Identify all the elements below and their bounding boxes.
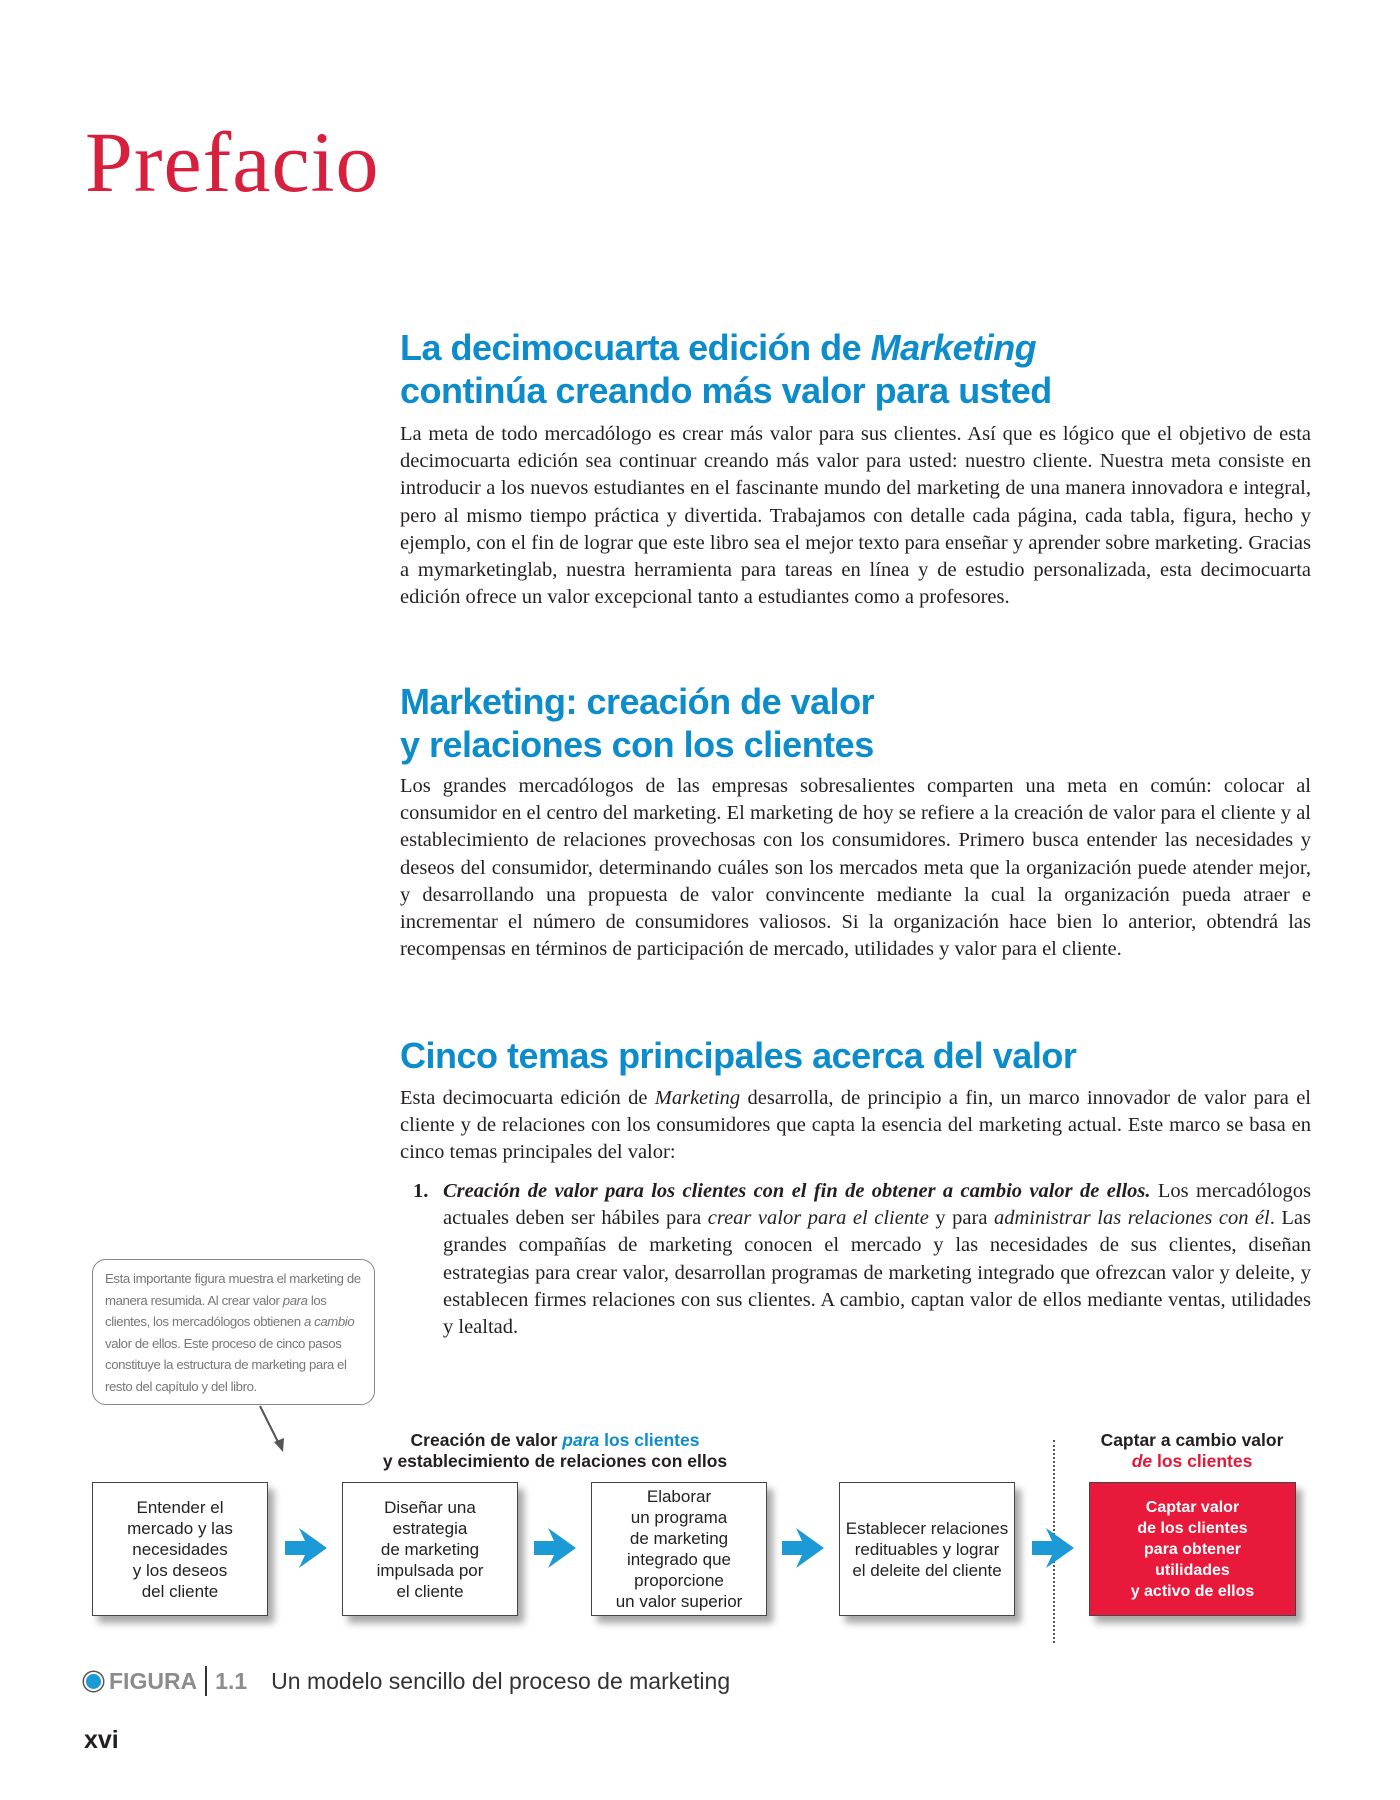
list-number: 1. xyxy=(413,1180,429,1202)
list-item-title: Creación de valor para los clientes con el fin de obtener a cambio valor de ellos. xyxy=(443,1180,1151,1202)
header-italic: de xyxy=(1131,1451,1153,1471)
bullet-circle-icon xyxy=(84,1672,103,1691)
body-italic-text: crear valor para el cliente xyxy=(707,1207,929,1230)
body-text: y para xyxy=(928,1207,994,1230)
section-heading-2 xyxy=(400,680,874,766)
page-title: Prefacio xyxy=(85,114,380,210)
page-number: xvi xyxy=(84,1726,119,1754)
caption-text: Un modelo sencillo del proceso de marketing xyxy=(271,1667,731,1694)
header-text: Creación de valor xyxy=(410,1430,563,1450)
body-text: Esta decimocuarta edición de xyxy=(400,1087,655,1109)
callout-italic: para xyxy=(282,1292,308,1308)
process-step-3: Elaborar un programa de marketing integrado que proporcione un valor superior xyxy=(591,1482,767,1616)
body-text: Los mercadólogos actuales deben ser hábiles para xyxy=(443,1180,1311,1230)
process-step-5: Captar valor de los clientes para obtener utilidades y activo de ellos xyxy=(1089,1482,1296,1616)
section-heading-1 xyxy=(400,326,1052,412)
arrow-right-icon xyxy=(283,1524,329,1572)
arrow-right-icon xyxy=(780,1524,826,1572)
callout-text: valor de ellos. Este proceso de cinco pasos constituye la estructura de marketing para el resto del capítulo y del libro. xyxy=(105,1335,347,1394)
heading-text: y relaciones con los clientes xyxy=(400,724,874,765)
arrow-right-icon xyxy=(1030,1524,1076,1572)
body-text: desarrolla, de principio a fin, un marco innovador de valor para el cliente y de relaciones con los consumidores que capta la esencia del marketing actual. Este marco se basa en cinco temas principales del valor: xyxy=(400,1087,1312,1164)
heading-italic-text: Marketing xyxy=(870,327,1037,368)
section-body-2: Los grandes mercadólogos de las empresas sobresalientes comparten una meta en común: colocar al consumidor en el centro del marketing. El marketing de hoy se refiere a la creación de valor para el cliente y al establecimiento de relaciones provechosas con los consumidores. Primero busca entender las necesidades y deseos del consumidor, determinando cuáles son los mercados meta que la organización puede atender mejor, y desarrollando una propuesta de valor convincente mediante la cual la organización pueda atraer e incrementar el número de consumidores valiosos. Si la organización hace bien lo anterior, obtendrá las recompensas en términos de participación de mercado, utilidades y valor para el cliente. xyxy=(400,775,1311,961)
header-italic: para xyxy=(562,1430,600,1450)
section-body-3 xyxy=(400,1085,1311,1167)
figure-left-header xyxy=(370,1430,740,1472)
process-step-2: Diseñar una estrategia de marketing impulsada por el cliente xyxy=(342,1482,518,1616)
callout-text: los clientes, los mercadólogos obtienen xyxy=(105,1292,327,1329)
caption-divider xyxy=(205,1666,207,1696)
caption-label: FIGURA xyxy=(109,1667,198,1694)
list-item xyxy=(413,1178,1311,1341)
section-heading-3: Cinco temas principales acerca del valor xyxy=(400,1035,1077,1076)
margin-callout xyxy=(92,1259,375,1405)
body-text: . Las grandes compañías de marketing conocen el mercado y las necesidades de sus clientes, diseñan estrategias para crear valor, desarrollan programas de marketing integrado que ofrezcan valor y deleite, y establecen firmes relaciones con sus clientes. A cambio, captan valor de ellos mediante ventas, utilidades y lealtad. xyxy=(443,1207,1311,1339)
callout-text: Esta importante figura muestra el marketing de manera resumida. Al crear valor xyxy=(105,1271,361,1308)
heading-text: Marketing: creación de valor xyxy=(400,681,875,722)
figure-caption xyxy=(84,1666,730,1696)
heading-text: continúa creando más valor para usted xyxy=(400,370,1052,411)
body-italic-text: Marketing xyxy=(654,1087,741,1109)
header-red: los clientes xyxy=(1152,1451,1253,1471)
process-step-1: Entender el mercado y las necesidades y los deseos del cliente xyxy=(92,1482,268,1616)
figure-right-header xyxy=(1062,1430,1322,1472)
callout-italic: a cambio xyxy=(303,1314,355,1329)
header-text: y establecimiento de relaciones con ellos xyxy=(382,1451,728,1471)
process-step-4: Establecer relaciones redituables y lograr el deleite del cliente xyxy=(839,1482,1015,1616)
heading-text: La decimocuarta edición de xyxy=(400,327,871,368)
caption-number: 1.1 xyxy=(215,1667,248,1694)
arrow-right-icon xyxy=(532,1524,578,1572)
header-text: Captar a cambio valor xyxy=(1100,1430,1284,1450)
header-blue: los clientes xyxy=(599,1430,700,1450)
list-text xyxy=(443,1178,1311,1341)
callout-pointer-arrow-icon xyxy=(250,1400,300,1460)
body-italic-text: administrar las relaciones con él xyxy=(993,1207,1270,1230)
section-body-1: La meta de todo mercadólogo es crear más valor para sus clientes. Así que es lógico que el objetivo de esta decimocuarta edición sea continuar creando más valor para usted: nuestro cliente. Nuestra meta consiste en introducir a los nuevos estudiantes en el fascinante mundo del marketing de una manera innovadora e integral, pero al mismo tiempo práctica y divertida. Trabajamos con detalle cada página, cada tabla, figura, hecho y ejemplo, con el fin de lograr que este libro sea el mejor texto para enseñar y aprender sobre marketing. Gracias a mymarketinglab, nuestra herramienta para tareas en línea y de estudio personalizada, esta decimocuarta edición ofrece un valor excepcional tanto a estudiantes como a profesores. xyxy=(400,423,1311,609)
